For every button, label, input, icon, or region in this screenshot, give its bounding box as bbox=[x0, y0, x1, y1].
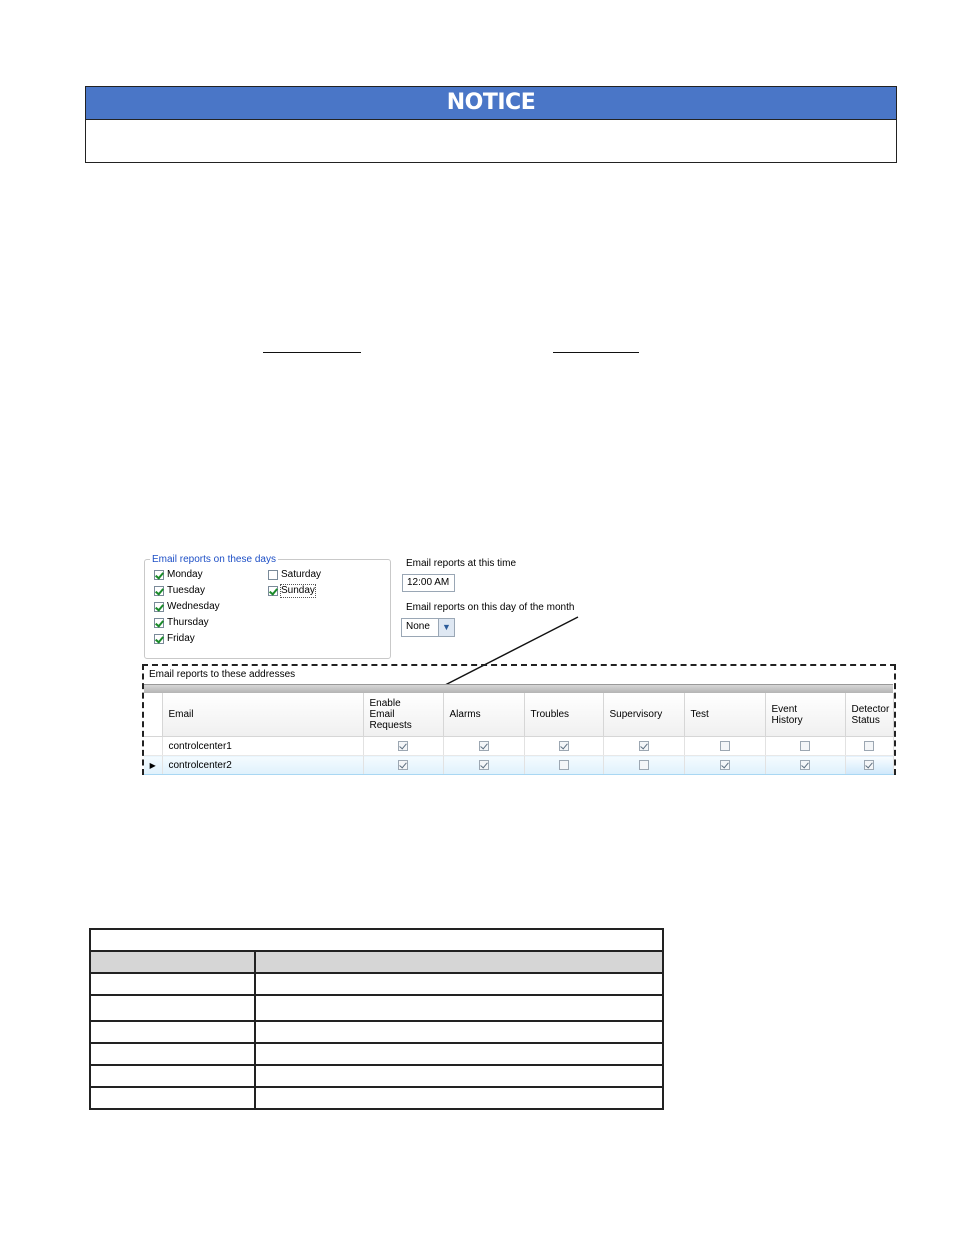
table-row bbox=[90, 973, 663, 995]
flag-cell[interactable] bbox=[524, 737, 603, 756]
checkbox-checked-icon[interactable] bbox=[800, 760, 810, 770]
table-row bbox=[90, 995, 663, 1021]
email-cell[interactable]: controlcenter1 bbox=[162, 737, 363, 756]
table-row bbox=[90, 1065, 663, 1087]
table-row[interactable] bbox=[144, 737, 893, 756]
row-indicator-header bbox=[144, 693, 162, 737]
email-cell[interactable]: controlcenter2 bbox=[162, 756, 363, 775]
table-row-selected[interactable] bbox=[144, 756, 893, 775]
checkbox-unchecked-icon[interactable] bbox=[639, 760, 649, 770]
flag-cell[interactable] bbox=[603, 756, 684, 775]
days-legend: Email reports on these days bbox=[152, 554, 276, 565]
column-header-email[interactable]: Email bbox=[162, 693, 363, 737]
flag-cell[interactable] bbox=[684, 737, 765, 756]
checkbox-checked-icon[interactable] bbox=[398, 741, 408, 751]
checkbox-unchecked-icon[interactable] bbox=[800, 741, 810, 751]
column-header-troubles[interactable]: Troubles bbox=[524, 693, 603, 737]
day-checkbox-friday[interactable]: Friday bbox=[154, 633, 220, 645]
day-checkbox-thursday[interactable]: Thursday bbox=[154, 617, 220, 629]
day-checkbox-wednesday[interactable]: Wednesday bbox=[154, 601, 220, 613]
column-header-supervisory[interactable]: Supervisory bbox=[603, 693, 684, 737]
table-row bbox=[90, 1087, 663, 1109]
checkbox-checked-icon[interactable] bbox=[864, 760, 874, 770]
column-header-test[interactable]: Test bbox=[684, 693, 765, 737]
grid-scrollbar[interactable] bbox=[144, 684, 893, 693]
flag-cell[interactable] bbox=[845, 737, 893, 756]
flag-cell[interactable] bbox=[363, 737, 443, 756]
day-checkbox-tuesday[interactable]: Tuesday bbox=[154, 585, 220, 597]
grid-header-row bbox=[144, 693, 893, 737]
bottom-table bbox=[89, 928, 662, 1110]
checkbox-checked-icon[interactable] bbox=[720, 760, 730, 770]
table-row bbox=[90, 1043, 663, 1065]
checkbox-checked-icon[interactable] bbox=[479, 741, 489, 751]
checkbox-unchecked-icon[interactable] bbox=[559, 760, 569, 770]
checkbox-checked-icon[interactable] bbox=[559, 741, 569, 751]
flag-cell[interactable] bbox=[524, 756, 603, 775]
chevron-down-icon[interactable]: ▼ bbox=[438, 619, 454, 636]
checkbox-unchecked-icon[interactable] bbox=[720, 741, 730, 751]
table-header-row bbox=[90, 951, 663, 973]
column-header-enable-email-requests[interactable]: Enable Email Requests bbox=[363, 693, 443, 737]
flag-cell[interactable] bbox=[845, 756, 893, 775]
day-checkbox-monday[interactable]: Monday bbox=[154, 569, 220, 581]
table-row bbox=[90, 1021, 663, 1043]
grid-caption: Email reports to these addresses bbox=[149, 669, 296, 680]
table-title-row bbox=[90, 929, 663, 951]
flag-cell[interactable] bbox=[765, 756, 845, 775]
current-row-arrow-icon: ▶ bbox=[144, 756, 162, 775]
checkbox-checked-icon[interactable] bbox=[479, 760, 489, 770]
column-header-alarms[interactable]: Alarms bbox=[443, 693, 524, 737]
email-grid bbox=[144, 693, 893, 775]
flag-cell[interactable] bbox=[765, 737, 845, 756]
checkbox-unchecked-icon[interactable] bbox=[864, 741, 874, 751]
flag-cell[interactable] bbox=[443, 737, 524, 756]
flag-cell[interactable] bbox=[443, 756, 524, 775]
time-input[interactable]: 12:00 AM bbox=[402, 574, 455, 592]
column-header-event-history[interactable]: Event History bbox=[765, 693, 845, 737]
month-day-label: Email reports on this day of the month bbox=[406, 602, 575, 613]
flag-cell[interactable] bbox=[363, 756, 443, 775]
checkbox-checked-icon[interactable] bbox=[398, 760, 408, 770]
notice-title: NOTICE bbox=[86, 87, 896, 120]
row-indicator bbox=[144, 737, 162, 756]
month-day-selected: None bbox=[406, 621, 430, 632]
day-checkbox-sunday[interactable]: Sunday bbox=[268, 585, 321, 597]
column-header-detector-status[interactable]: Detector Status bbox=[845, 693, 893, 737]
checkbox-checked-icon[interactable] bbox=[639, 741, 649, 751]
time-label: Email reports at this time bbox=[406, 558, 517, 569]
day-checkbox-saturday[interactable]: Saturday bbox=[268, 569, 321, 581]
flag-cell[interactable] bbox=[603, 737, 684, 756]
flag-cell[interactable] bbox=[684, 756, 765, 775]
